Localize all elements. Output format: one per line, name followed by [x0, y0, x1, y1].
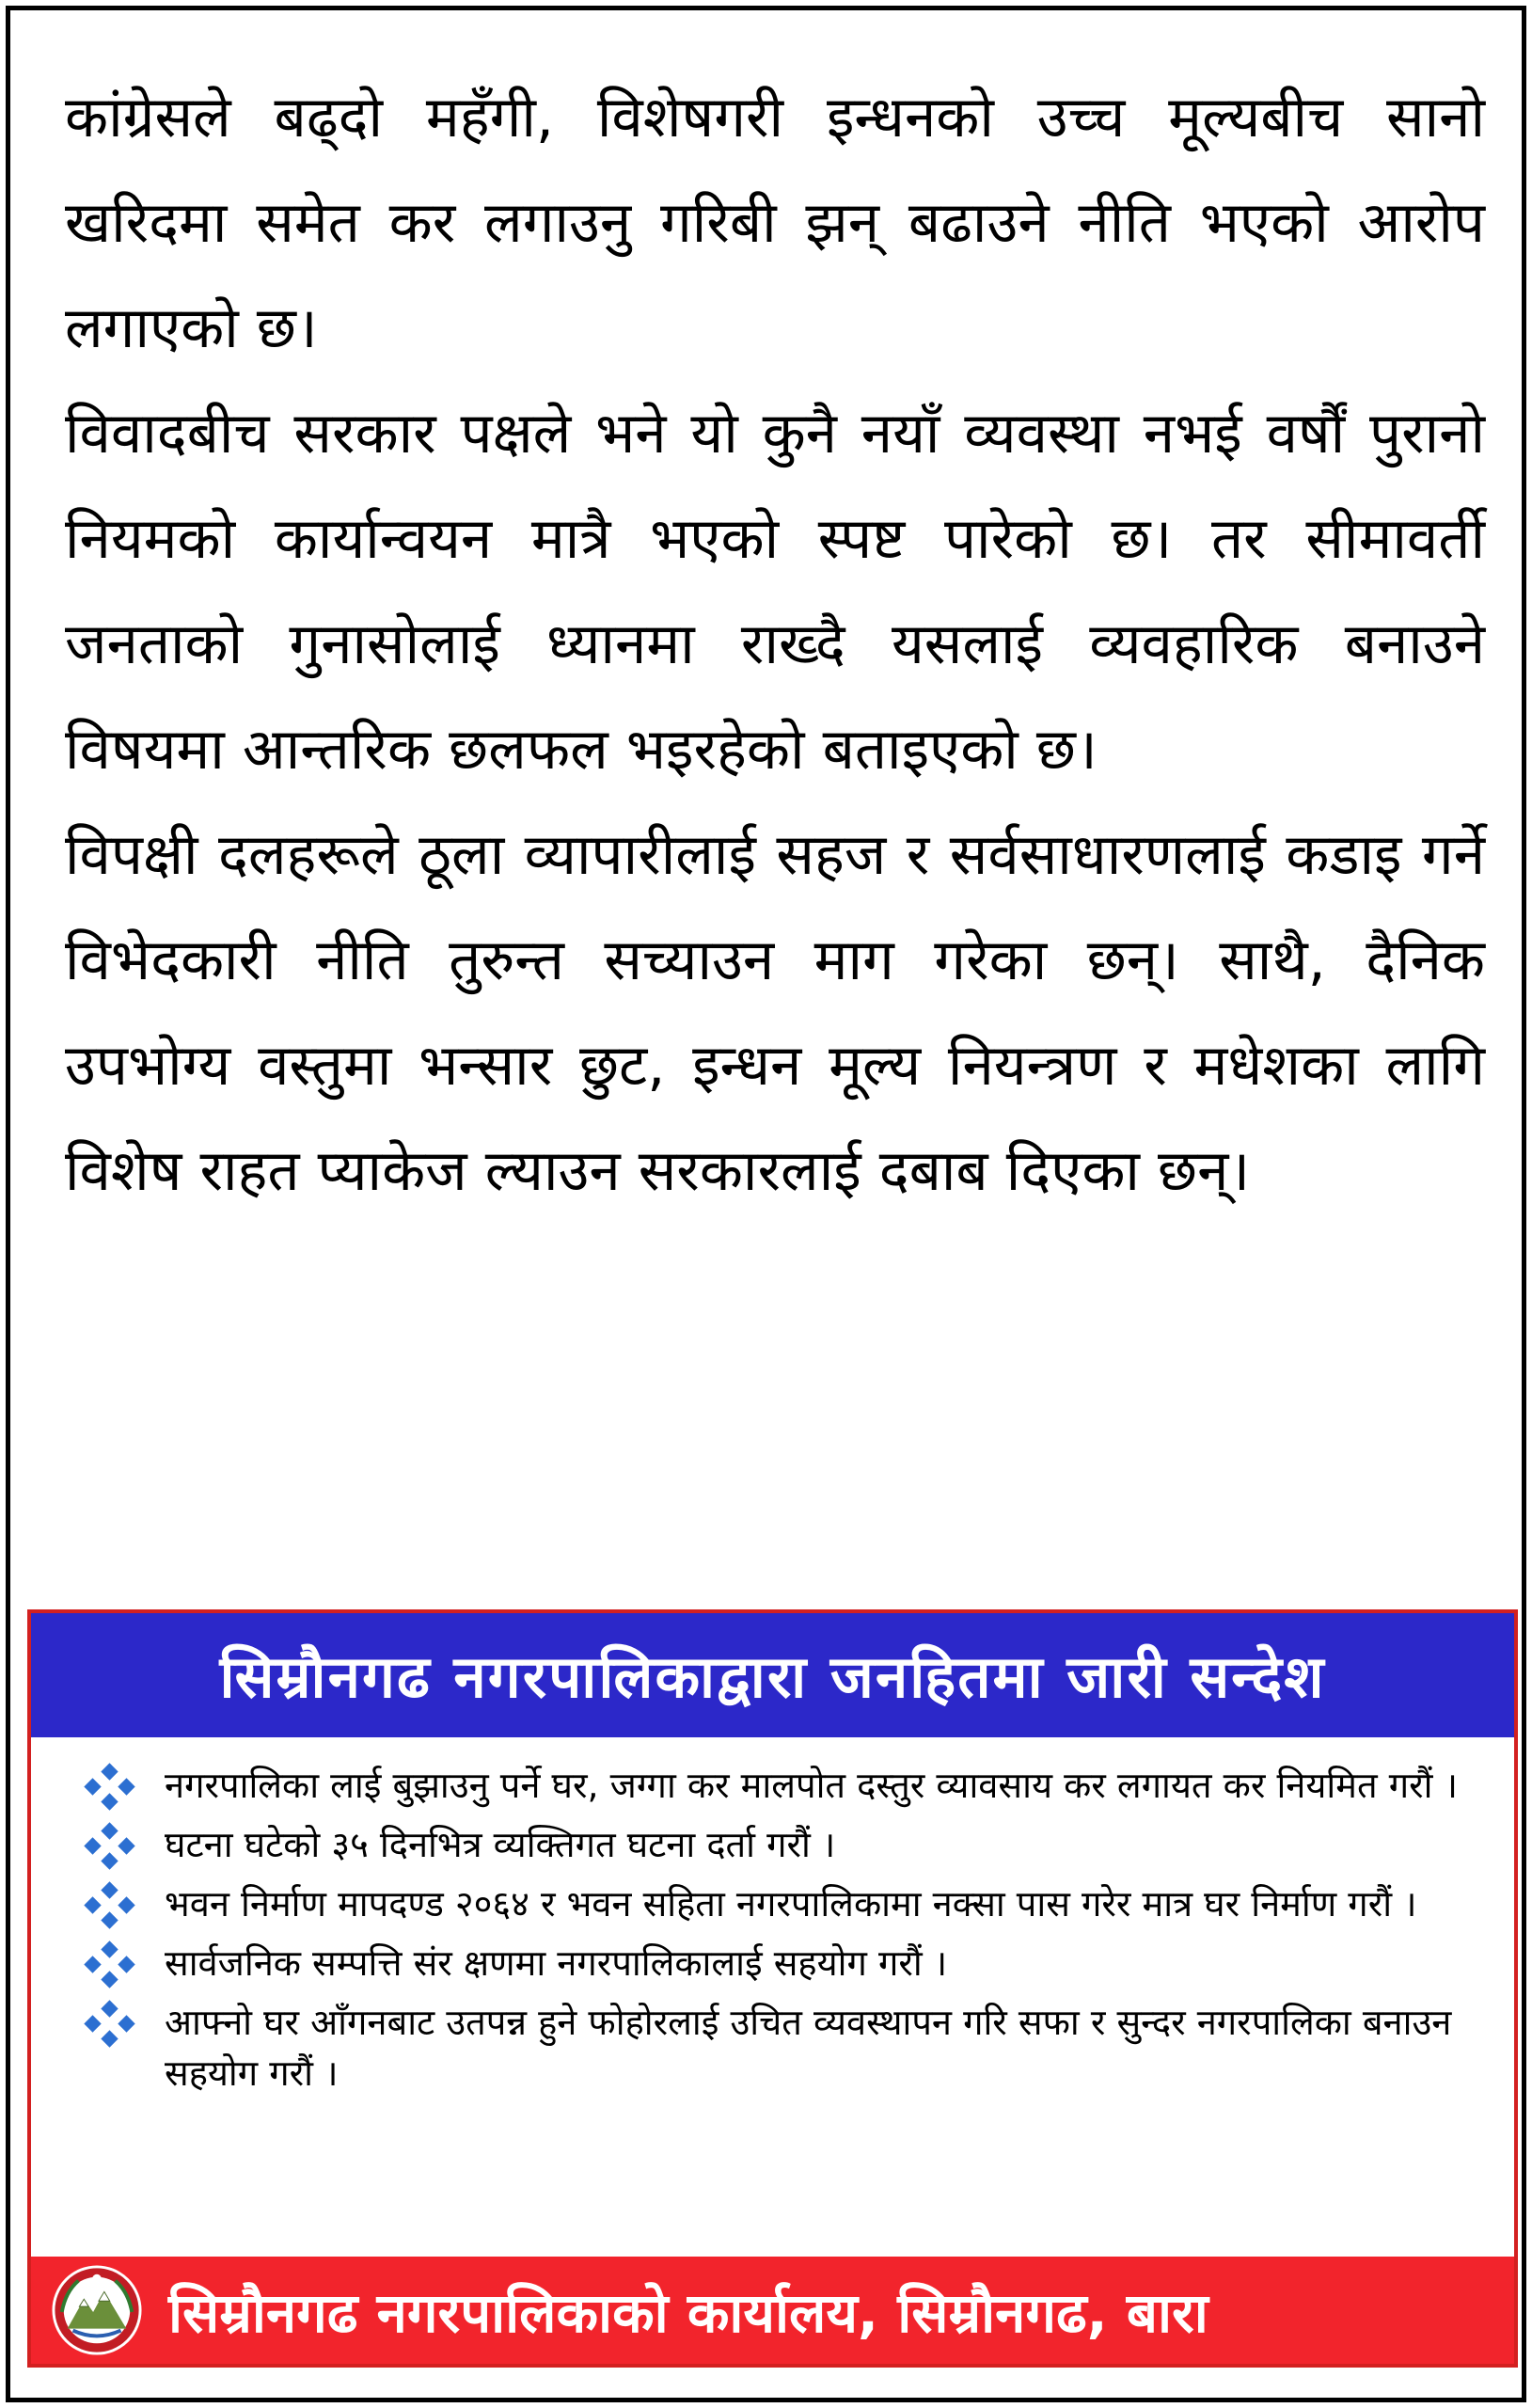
notice-item [78, 1997, 1477, 2099]
diamond-cluster-icon [78, 1997, 165, 2048]
page-frame [6, 6, 1526, 2402]
notice-title: सिम्रौनगढ नगरपालिकाद्वारा जनहितमा जारी सन्देश [31, 1613, 1514, 1737]
notice-list [31, 1737, 1514, 2099]
diamond-cluster-icon [78, 1878, 165, 1929]
diamond-cluster-icon [78, 1819, 165, 1870]
notice-footer [31, 2257, 1514, 2364]
notice-item [78, 1760, 1477, 1811]
notice-item-text: सार्वजनिक सम्पत्ति संर क्षणमा नगरपालिकालाई सहयोग गरौं । [165, 1942, 948, 1984]
diamond-cluster-icon [78, 1938, 165, 1988]
notice-item-text: भवन निर्माण मापदण्ड २०६४ र भवन सहिता नगरपालिकामा नक्सा पास गरेर मात्र घर निर्माण गरौं । [165, 1883, 1417, 1925]
notice-item-text: घटना घटेको ३५ दिनभित्र व्यक्तिगत घटना दर्ता गरौं । [165, 1824, 836, 1865]
notice-item-text: नगरपालिका लाई बुझाउनु पर्ने घर, जग्गा कर मालपोत दस्तुर व्यावसाय कर लगायत कर नियमित गरौं । [165, 1765, 1458, 1806]
public-notice-box [27, 1609, 1518, 2368]
office-name: सिम्रौनगढ नगरपालिकाको कार्यालय, सिम्रौनगढ, बारा [168, 2280, 1208, 2345]
nepal-emblem-icon [31, 2258, 163, 2363]
article-paragraph-1: कांग्रेसले बढ्दो महँगी, विशेषगरी इन्धनको उच्च मूल्यबीच सानो खरिदमा समेत कर लगाउनु गरिबी झन् बढाउने नीति भएको आरोप लगाएको छ। [65, 85, 1485, 361]
notice-item [78, 1878, 1477, 1929]
notice-item-text: आफ्नो घर आँगनबाट उतपन्न हुने फोहोरलाई उचित व्यवस्थापन गरि सफा र सुन्दर नगरपालिका बनाउन सहयोग गरौं । [165, 2002, 1452, 2094]
article-body [65, 65, 1485, 1224]
diamond-cluster-icon [78, 1760, 165, 1811]
notice-item [78, 1819, 1477, 1870]
notice-item [78, 1938, 1477, 1988]
article-paragraph-2: विवादबीच सरकार पक्षले भने यो कुनै नयाँ व्यवस्था नभई वर्षौं पुरानो नियमको कार्यान्वयन मात्रै भएको स्पष्ट पारेको छ। तर सीमावर्ती जनताको गुनासोलाई ध्यानमा राख्दै यसलाई व्यवहारिक बनाउने विषयमा आन्तरिक छलफल भइरहेको बताइएको छ। [65, 401, 1485, 783]
article-paragraph-3: विपक्षी दलहरूले ठूला व्यापारीलाई सहज र सर्वसाधारणलाई कडाइ गर्ने विभेदकारी नीति तुरुन्त सच्याउन माग गरेका छन्। साथै, दैनिक उपभोग्य वस्तुमा भन्सार छुट, इन्धन मूल्य नियन्त्रण र मधेशका लागि विशेष राहत प्याकेज ल्याउन सरकारलाई दबाब दिएका छन्। [65, 822, 1485, 1204]
